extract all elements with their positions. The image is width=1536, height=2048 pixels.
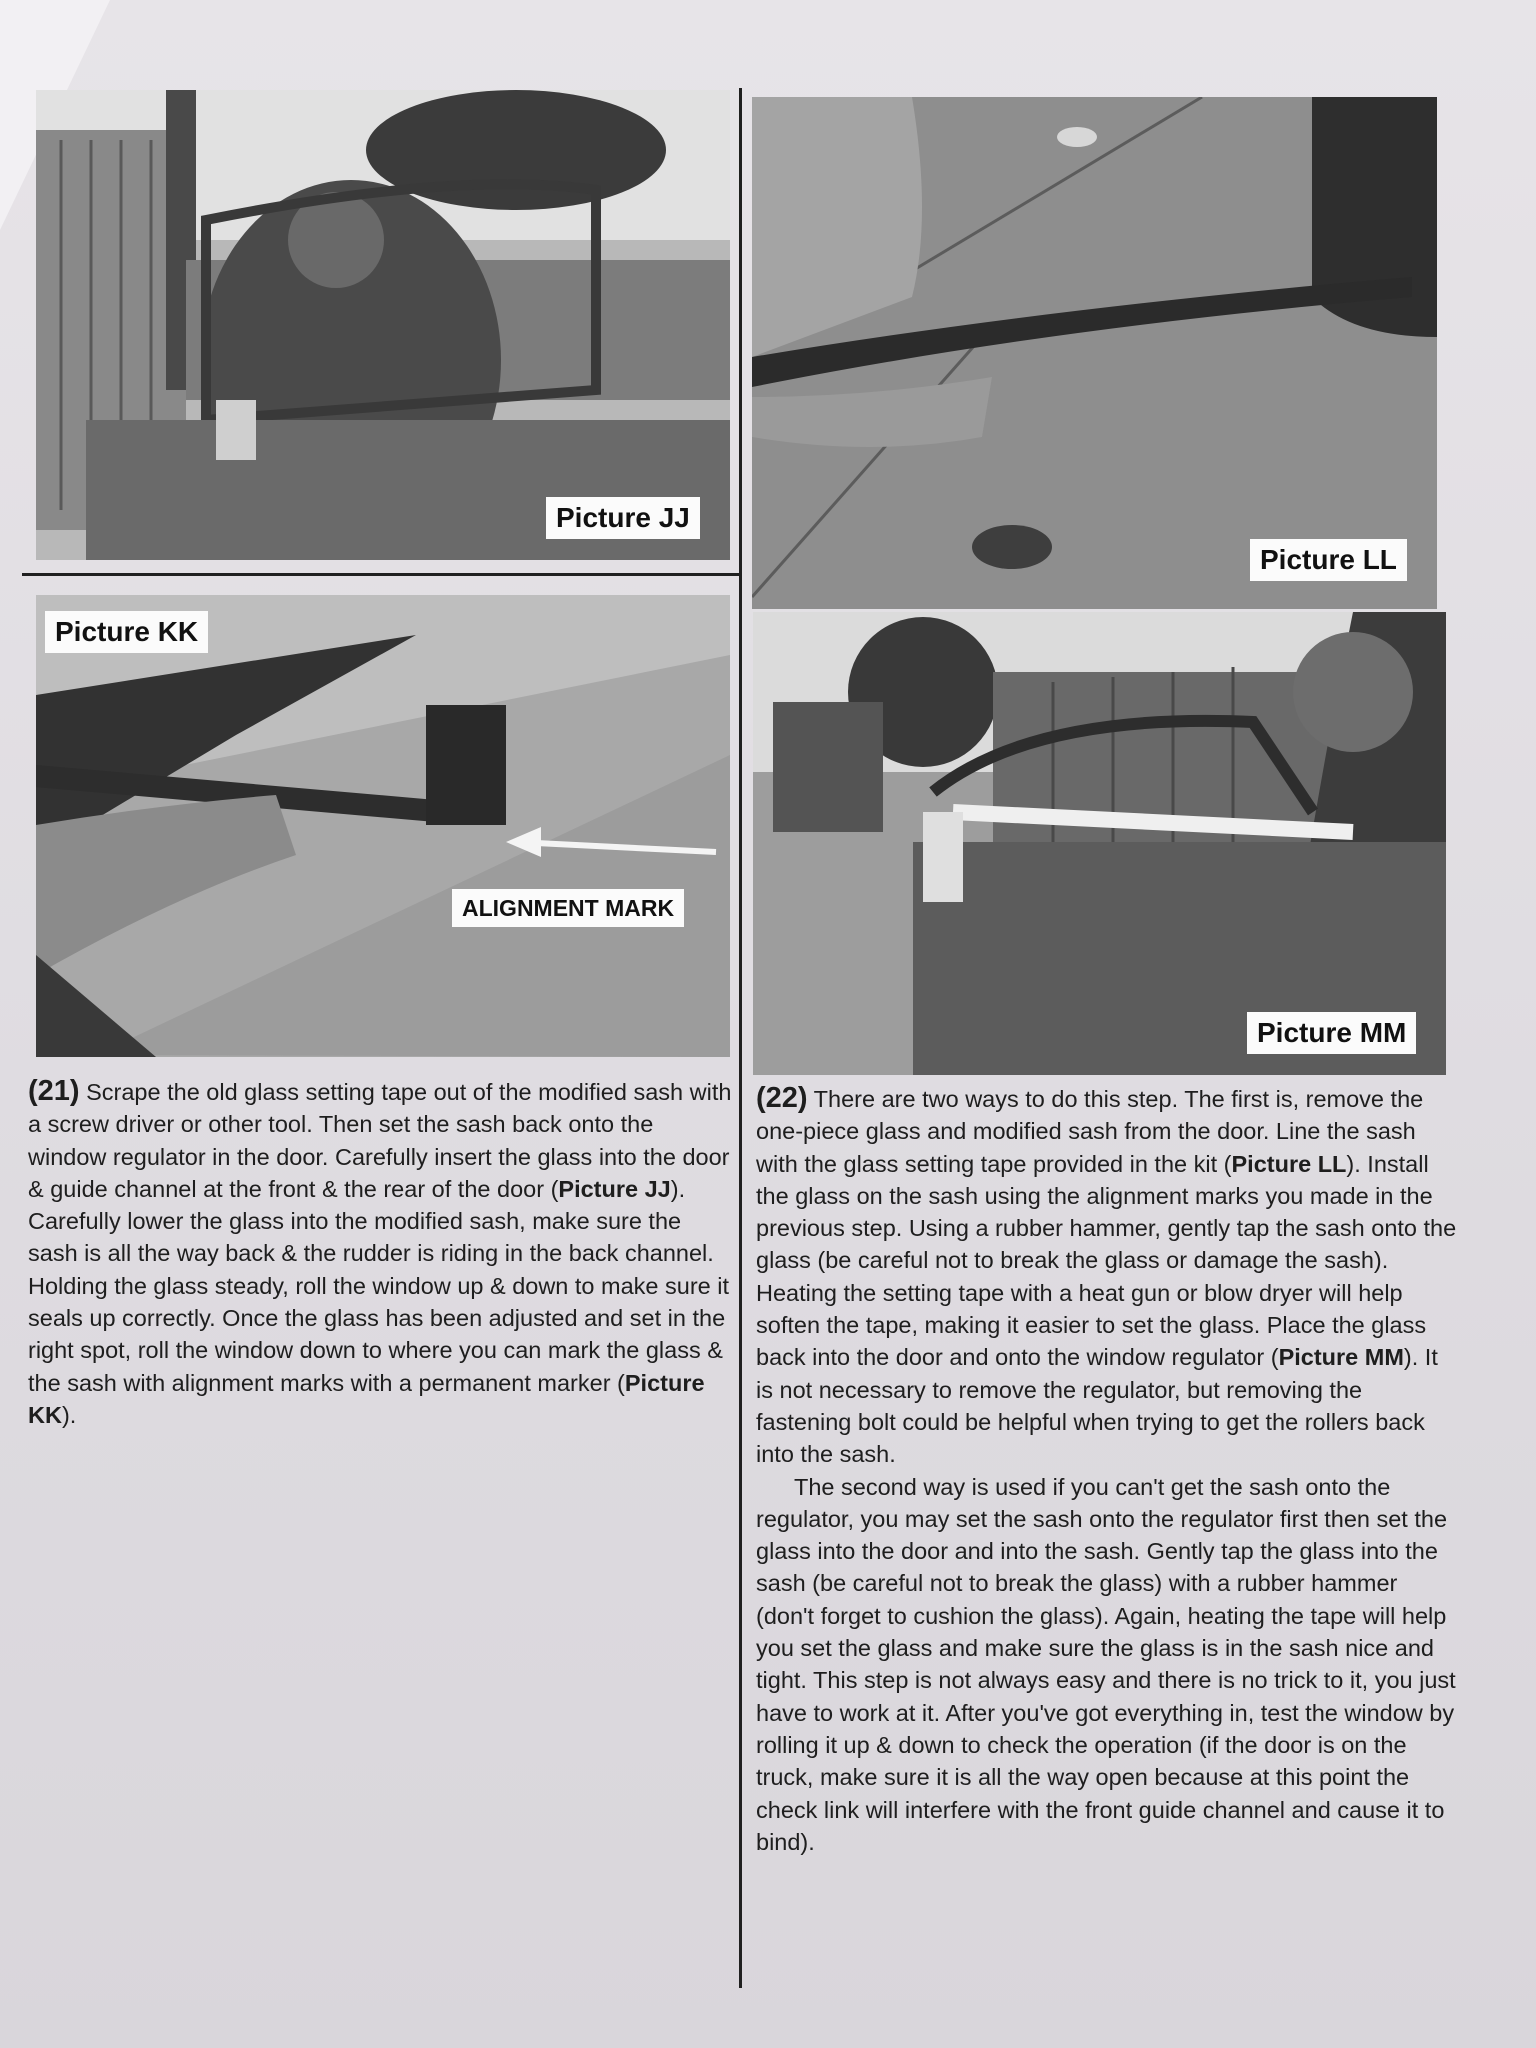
step-22-ref-ll: Picture LL — [1231, 1150, 1347, 1177]
step-22-sentence: ). Install the glass on the sash using the alignment marks you made in the previous step. Using a rubber hammer, gently tap the sash onto the glass (be careful not to break the glass or damage the sash). Heating the setting tape with a heat gun or blow dryer will help soften the tape, making it easier to set the glass. Place the glass back into the door and onto the window regulator ( — [756, 1150, 1457, 1371]
section-divider — [22, 573, 740, 576]
caption-alignment-mark: ALIGNMENT MARK — [452, 889, 684, 927]
step-21-sentence: ). — [61, 1401, 77, 1428]
photo-picture-mm — [753, 612, 1446, 1075]
step-21-sentence: Scrape the old glass setting tape out of the modified sash with a screw driver or other tool. Then set the sash back onto the window regulator in the door. Carefully insert the glass into the door & guide channel at the front & the rear of the door ( — [28, 1079, 732, 1202]
photo-picture-ll — [752, 97, 1437, 609]
step-22-ref-mm: Picture MM — [1278, 1344, 1404, 1371]
caption-picture-mm: Picture MM — [1247, 1012, 1416, 1054]
step-21-ref-kk: Picture KK — [28, 1369, 705, 1428]
step-21-number: (21) — [28, 1075, 80, 1107]
step-22-sentence: ). It is not necessary to remove the regulator, but removing the fastening bolt could be helpful when trying to get the rollers back into the sash. — [756, 1344, 1438, 1468]
step-22-text — [756, 1082, 1461, 1858]
photo-ll-image — [752, 97, 1437, 609]
step-21-sentence: ). Carefully lower the glass into the modified sash, make sure the sash is all the way back & the rudder is riding in the back channel. Holding the glass steady, roll the window up & down to make sure it seals up correctly. Once the glass has been adjusted and set in the right spot, roll the window down to where you can mark the glass & the sash with alignment marks with a permanent marker ( — [28, 1175, 730, 1396]
step-22-number: (22) — [756, 1082, 808, 1114]
photo-picture-jj — [36, 90, 730, 560]
photo-jj-image — [36, 90, 730, 560]
photo-picture-kk — [36, 595, 730, 1057]
caption-picture-kk: Picture KK — [45, 611, 208, 653]
step-22-sentence: There are two ways to do this step. The first is, remove the one-piece glass and modified sash from the door. Line the sash with the glass setting tape provided in the kit ( — [756, 1086, 1424, 1177]
photo-mm-image — [753, 612, 1446, 1075]
caption-picture-jj: Picture JJ — [546, 497, 700, 539]
step-22-paragraph-2: The second way is used if you can't get the sash onto the regulator, you may set the sash onto the regulator first then set the glass into the door and into the sash. Gently tap the glass into the sash (be careful not to break the glass) with a rubber hammer (don't forget to cushion the glass). Again, heating the tape will help you set the glass and make sure the glass is in the sash nice and tight. This step is not always easy and there is no trick to it, you just have to work at it. After you've got everything in, test the window by rolling it up & down to check the operation (if the door is on the truck, make sure it is all the way open because at this point the check link will interfere with the front guide channel and cause it to bind). — [756, 1473, 1456, 1855]
column-divider — [739, 88, 742, 1988]
step-21-text — [28, 1075, 733, 1431]
caption-picture-ll: Picture LL — [1250, 539, 1407, 581]
step-21-ref-jj: Picture JJ — [558, 1175, 671, 1202]
step-21-paragraph — [28, 1075, 733, 1431]
step-22-paragraph-1 — [756, 1082, 1461, 1471]
photo-kk-image — [36, 595, 730, 1057]
